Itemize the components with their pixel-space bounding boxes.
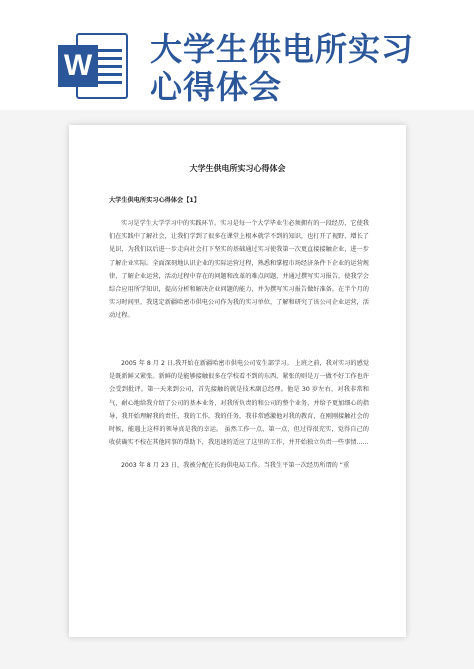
document-title: 大学生供电所实习心得体会 [189, 164, 286, 173]
paragraph: 实习是学生大学学习中的实践环节。实习是每一个大学毕业生必须拥有的一段经历，它使我们在实践中了解社会，让我们学到了很多在课堂上根本就学不到的知识，也打开了视野，增长了见识，为我们以后进一步走向社会打下坚实的基础通过实习使我第一次更直接接触企业，进一步了解企业实际。全面深刻地认识企业的实际运营过程，熟悉和掌握市场经济条件下企业的运营规律，了解企业运营，活动过程中存在的问题和改革的难点问题，并通过撰写实习报告，使我学会综合应用所学知识，提高分析和解决企业问题的能力，并为撰写实习报告做好准备。在半个月的实习时间里，我选定新疆哈密市供电公司作为我的实习单位，了解和研究了该公司企业运营，活动过程。 [109, 220, 369, 320]
word-badge: W [58, 45, 98, 87]
banner-title [150, 30, 450, 106]
paragraph: 2003 年 8 月 23 日，我被分配在长海供电局工作。当我生平第一次经历所谓的 “重 [121, 462, 350, 469]
banner-title-line-1: 大学生供电所实习 [150, 30, 415, 68]
banner-header [0, 0, 474, 110]
document-page [69, 125, 406, 637]
document-subheading: 大学生供电所实习心得体会【1】 [109, 197, 200, 204]
banner-title-line-2: 心得体会 [150, 68, 283, 106]
paragraph: 2005 年 8 月 2 日,我开始在新疆哈密市供电公司安生部学习。 上班之前，我对实习的感觉是既新鲜又紧张。新鲜的是能够接触很多在学校看不到的东西，紧张的则是万一做不好工作也许会受到批评。第一天来到公司，首先接触的就是技术副总经理。他是 30 岁左右，对我非常和气，耐心地给我介绍了公司的基本业务，对我所负责的和公司的整个业务，并给予更加细心的指导，我开始理解我的责任，我的工作，我的任务，我非常感激他对我的教育，在刚刚接触社会的时候，能遇上这样的领导真是我的幸运。 虽然工作一点，第一点，但过得很充实，觉得自己的收获确实不校在其他同事的帮助下，我迅速的适应了这里的工作，并开始独立负责一些事情...... [109, 360, 369, 447]
word-icon [58, 33, 128, 99]
